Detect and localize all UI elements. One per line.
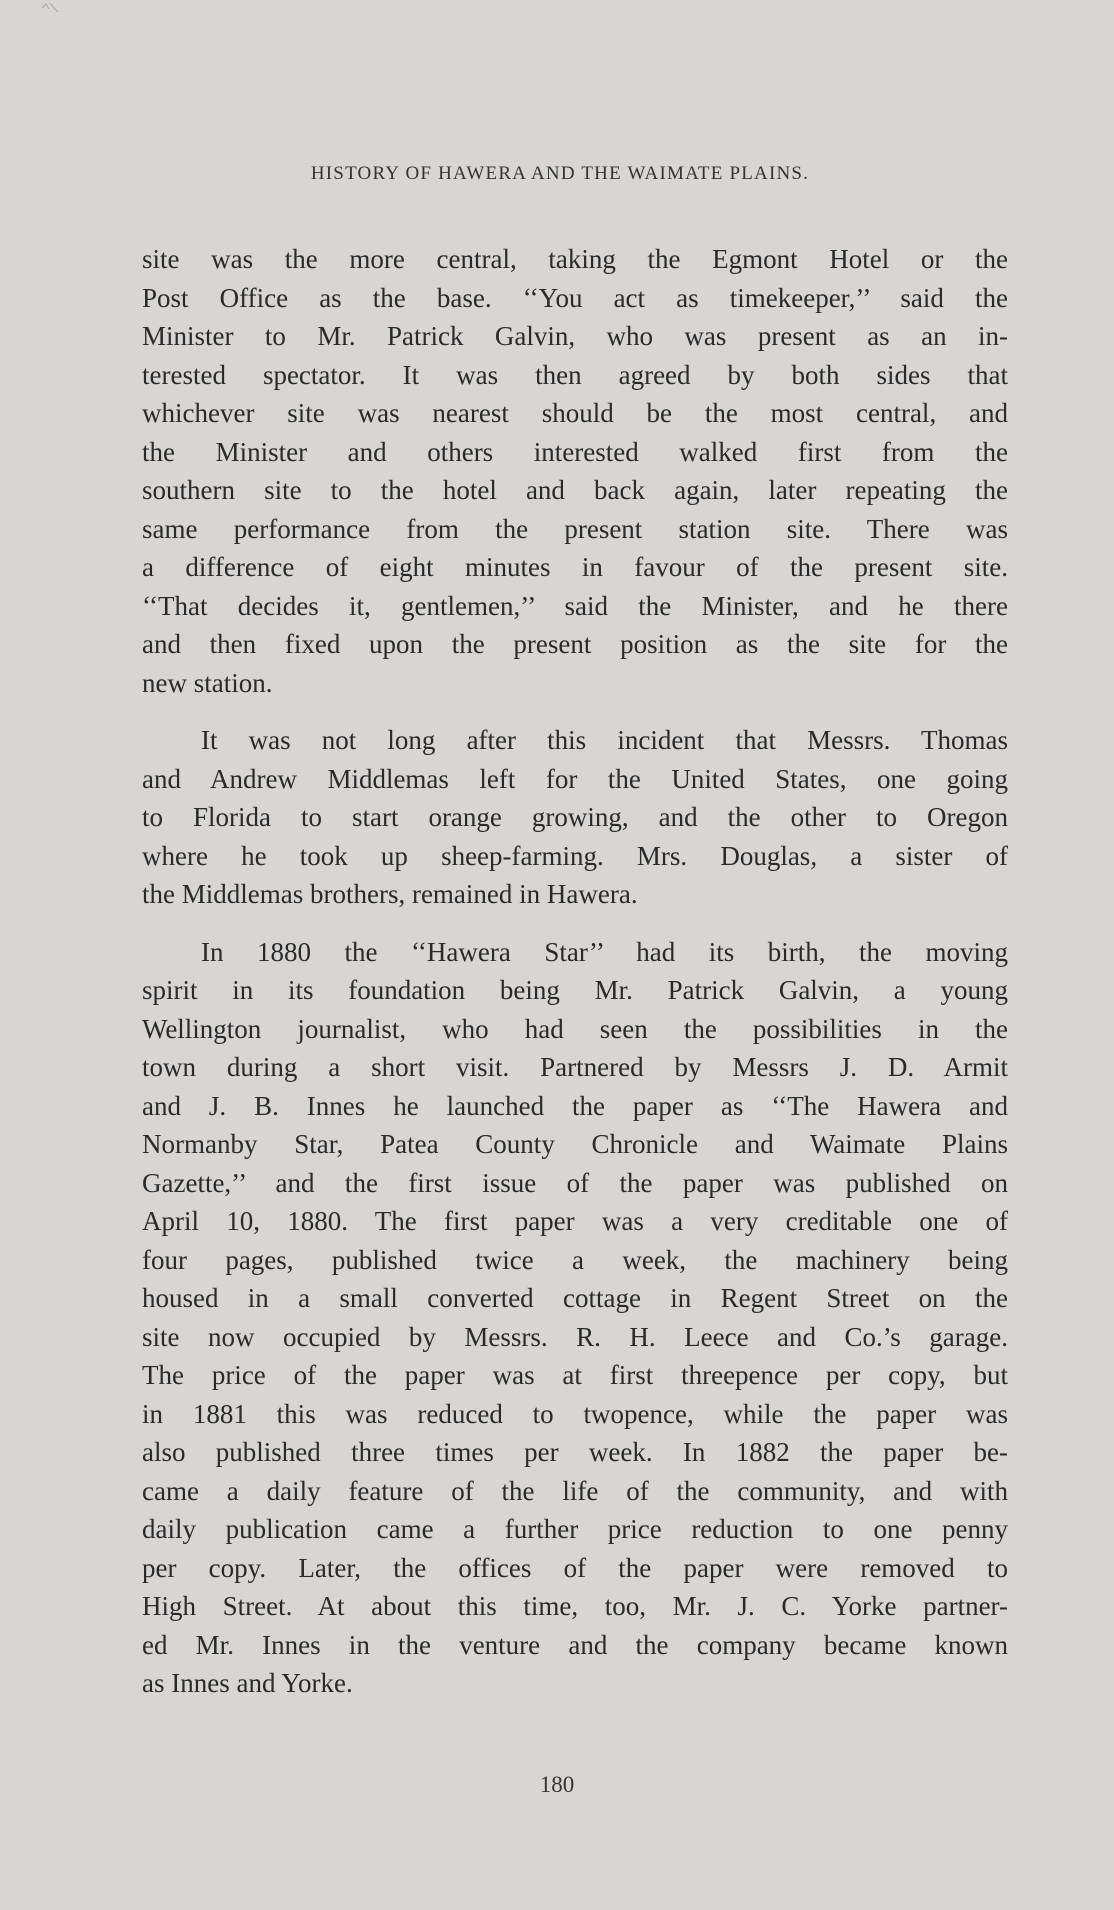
text-line: It was not long after this incident that Messrs. Thomas (201, 725, 1008, 755)
text-line: same performance from the present station site. There was (142, 513, 1008, 544)
text-line: ed Mr. Innes in the venture and the company became known (142, 1629, 1008, 1660)
paragraph-1 (142, 240, 1008, 702)
text-line: site was the more central, taking the Egmont Hotel or the (142, 244, 1008, 274)
text-line: daily publication came a further price reduction to one penny (142, 1514, 1008, 1544)
text-line: a difference of eight minutes in favour of the present site. (142, 552, 1008, 582)
text-line: the Middlemas brothers, remained in Hawera. (142, 879, 638, 909)
text-line: in 1881 this was reduced to twopence, while the paper was (142, 1398, 1008, 1429)
text-line: as Innes and Yorke. (142, 1668, 353, 1698)
running-header: HISTORY OF HAWERA AND THE WAIMATE PLAINS. (310, 163, 810, 184)
text-line: came a daily feature of the life of the community, and with (142, 1475, 1008, 1506)
text-line: southern site to the hotel and back again, later repeating the (142, 475, 1008, 505)
text-line: spirit in its foundation being Mr. Patrick Galvin, a young (142, 975, 1008, 1005)
text-line: whichever site was nearest should be the most central, and (142, 398, 1008, 428)
text-line: and J. B. Innes he launched the paper as ‘‘The Hawera and (142, 1090, 1008, 1121)
scan-speck-mark (40, 0, 60, 20)
text-line: Wellington journalist, who had seen the possibilities in the (142, 1013, 1008, 1044)
text-line: per copy. Later, the offices of the paper were removed to (142, 1552, 1008, 1583)
text-line: town during a short visit. Partnered by Messrs J. D. Armit (142, 1052, 1008, 1082)
text-line: four pages, published twice a week, the machinery being (142, 1244, 1008, 1275)
text-line: site now occupied by Messrs. R. H. Leece and Co.’s garage. (142, 1321, 1008, 1352)
text-line: to Florida to start orange growing, and the other to Oregon (142, 802, 1008, 832)
text-line: Minister to Mr. Patrick Galvin, who was present as an in- (142, 321, 1008, 351)
text-line: new station. (142, 667, 273, 698)
text-line: Gazette,’’ and the first issue of the paper was published on (142, 1167, 1008, 1198)
text-line: also published three times per week. In 1882 the paper be- (142, 1437, 1008, 1467)
text-line: High Street. At about this time, too, Mr. J. C. Yorke partner- (142, 1591, 1008, 1621)
paragraph-3 (142, 933, 1008, 1703)
body-text (142, 240, 1008, 1722)
text-line: the Minister and others interested walked first from the (142, 436, 1008, 467)
text-line: Normanby Star, Patea County Chronicle and Waimate Plains (142, 1129, 1008, 1159)
text-line: terested spectator. It was then agreed by both sides that (142, 359, 1008, 390)
text-line: In 1880 the ‘‘Hawera Star’’ had its birth, the moving (201, 936, 1008, 967)
text-line: housed in a small converted cottage in Regent Street on the (142, 1283, 1008, 1313)
text-line: April 10, 1880. The first paper was a very creditable one of (142, 1206, 1008, 1236)
text-line: and then fixed upon the present position as the site for the (142, 629, 1008, 659)
page-number: 180 (539, 1772, 575, 1797)
paragraph-2 (142, 721, 1008, 914)
text-line: Post Office as the base. ‘‘You act as timekeeper,’’ said the (142, 282, 1008, 313)
text-line: The price of the paper was at first threepence per copy, but (142, 1360, 1008, 1390)
text-line: where he took up sheep-farming. Mrs. Douglas, a sister of (142, 840, 1008, 871)
text-line: and Andrew Middlemas left for the United States, one going (142, 763, 1008, 794)
text-line: ‘‘That decides it, gentlemen,’’ said the Minister, and he there (142, 590, 1008, 621)
